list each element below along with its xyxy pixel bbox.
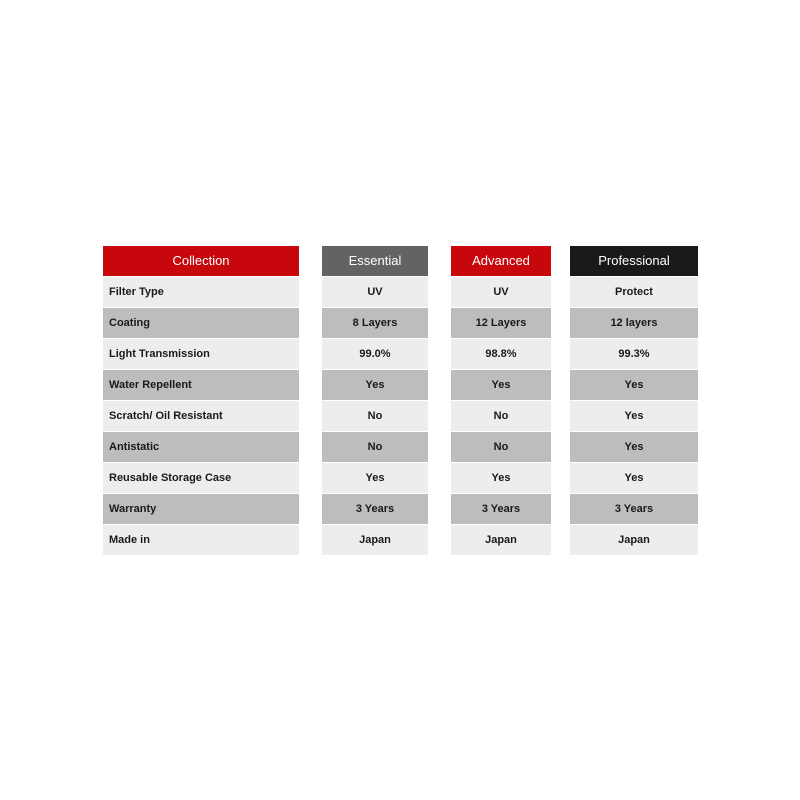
essential-light-transmission: 99.0% (322, 339, 428, 369)
label-made-in: Made in (103, 525, 299, 555)
advanced-water-repellent: Yes (451, 370, 551, 400)
professional-filter-type: Protect (570, 277, 698, 307)
label-filter-type: Filter Type (103, 277, 299, 307)
essential-column (322, 246, 428, 556)
advanced-warranty: 3 Years (451, 494, 551, 524)
advanced-antistatic: No (451, 432, 551, 462)
advanced-header: Advanced (451, 246, 551, 276)
advanced-filter-type: UV (451, 277, 551, 307)
advanced-light-transmission: 98.8% (451, 339, 551, 369)
professional-header: Professional (570, 246, 698, 276)
essential-water-repellent: Yes (322, 370, 428, 400)
essential-warranty: 3 Years (322, 494, 428, 524)
label-reusable-storage-case: Reusable Storage Case (103, 463, 299, 493)
label-scratch-oil-resistant: Scratch/ Oil Resistant (103, 401, 299, 431)
advanced-column (451, 246, 551, 556)
essential-coating: 8 Layers (322, 308, 428, 338)
essential-scratch-oil-resistant: No (322, 401, 428, 431)
essential-antistatic: No (322, 432, 428, 462)
collection-header: Collection (103, 246, 299, 276)
professional-made-in: Japan (570, 525, 698, 555)
advanced-scratch-oil-resistant: No (451, 401, 551, 431)
essential-header: Essential (322, 246, 428, 276)
professional-antistatic: Yes (570, 432, 698, 462)
professional-coating: 12 layers (570, 308, 698, 338)
label-light-transmission: Light Transmission (103, 339, 299, 369)
essential-made-in: Japan (322, 525, 428, 555)
essential-filter-type: UV (322, 277, 428, 307)
label-warranty: Warranty (103, 494, 299, 524)
label-antistatic: Antistatic (103, 432, 299, 462)
advanced-made-in: Japan (451, 525, 551, 555)
label-coating: Coating (103, 308, 299, 338)
essential-reusable-storage-case: Yes (322, 463, 428, 493)
label-water-repellent: Water Repellent (103, 370, 299, 400)
advanced-coating: 12 Layers (451, 308, 551, 338)
professional-reusable-storage-case: Yes (570, 463, 698, 493)
professional-water-repellent: Yes (570, 370, 698, 400)
advanced-reusable-storage-case: Yes (451, 463, 551, 493)
professional-column (570, 246, 698, 556)
collection-column (103, 246, 299, 556)
professional-light-transmission: 99.3% (570, 339, 698, 369)
professional-scratch-oil-resistant: Yes (570, 401, 698, 431)
professional-warranty: 3 Years (570, 494, 698, 524)
